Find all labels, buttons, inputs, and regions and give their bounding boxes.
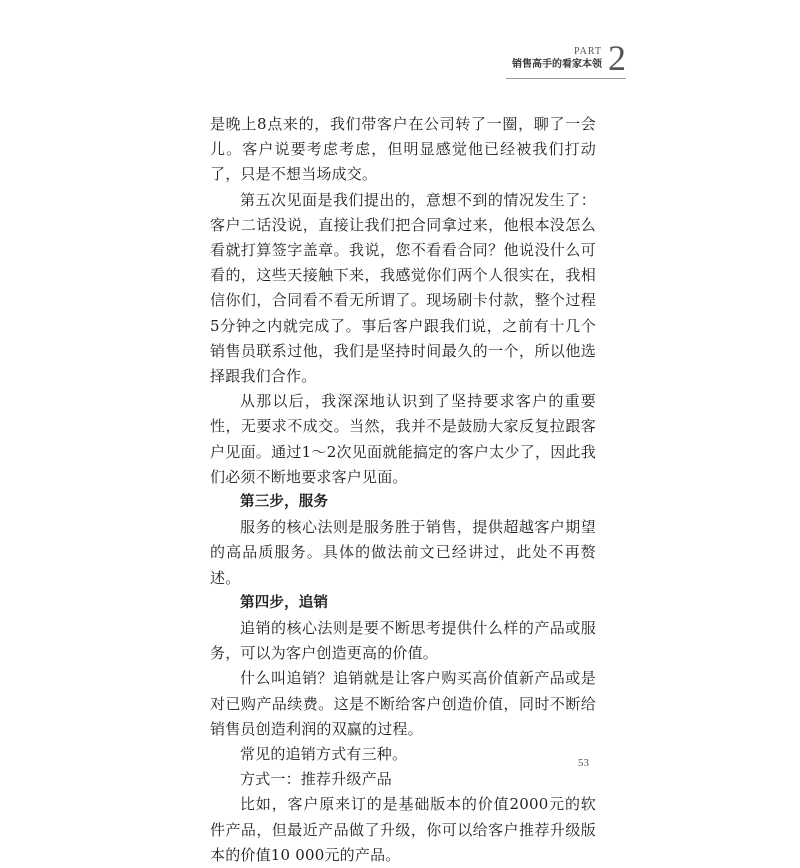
header-title: 销售高手的看家本领 [512, 59, 602, 70]
paragraph: 比如，客户原来订的是基础版本的价值2000元的软件产品，但最近产品做了升级，你可以给客户推荐升级版本的价值10 000元的产品。 [210, 795, 596, 864]
section-heading: 第三步，服务 [240, 494, 329, 511]
page-number: 53 [578, 757, 589, 769]
page-body [210, 112, 596, 868]
paragraph: 常见的追销方式有三种。 [240, 745, 408, 764]
paragraph: 从那以后，我深深地认识到了坚持要求客户的重要性，无要求不成交。当然，我并不是鼓励大家反复拉跟客户见面。通过1～2次见面就能搞定的客户太少了，因此我们必须不断地要求客户见面。 [210, 392, 596, 486]
paragraph: 什么叫追销？追销就是让客户购买高价值新产品或是对已购产品续费。这是不断给客户创造价值，同时不断给销售员创造利润的双赢的过程。 [210, 669, 596, 738]
part-label: PART [573, 46, 602, 57]
paragraph: 追销的核心法则是要不断思考提供什么样的产品或服务，可以为客户创造更高的价值。 [210, 619, 596, 663]
paragraph: 第五次见面是我们提出的，意想不到的情况发生了：客户二话没说，直接让我们把合同拿过来，他根本没怎么看就打算签字盖章。我说，您不看看合同？他说没什么可看的，这些天接触下来，我感觉你们两个人很实在，我相信你们，合同看不看无所谓了。现场刷卡付款，整个过程5分钟之内就完成了。事后客户跟我们说，之前有十几个销售员联系过他，我们是坚持时间最久的一个，所以他选择跟我们合作。 [210, 190, 596, 386]
paragraph: 服务的核心法则是服务胜于销售，提供超越客户期望的高品质服务。具体的做法前文已经讲过，此处不再赘述。 [210, 518, 596, 587]
header-divider [506, 78, 626, 79]
paragraph: 方式一：推荐升级产品 [240, 770, 393, 789]
part-number: 2 [608, 38, 626, 78]
paragraph: 是晚上8点来的，我们带客户在公司转了一圈，聊了一会儿。客户说要考虑考虑，但明显感觉他已经被我们打动了，只是不想当场成交。 [210, 115, 596, 184]
header-text-block [512, 46, 602, 76]
section-heading: 第四步，追销 [240, 594, 329, 611]
running-header [512, 36, 626, 76]
